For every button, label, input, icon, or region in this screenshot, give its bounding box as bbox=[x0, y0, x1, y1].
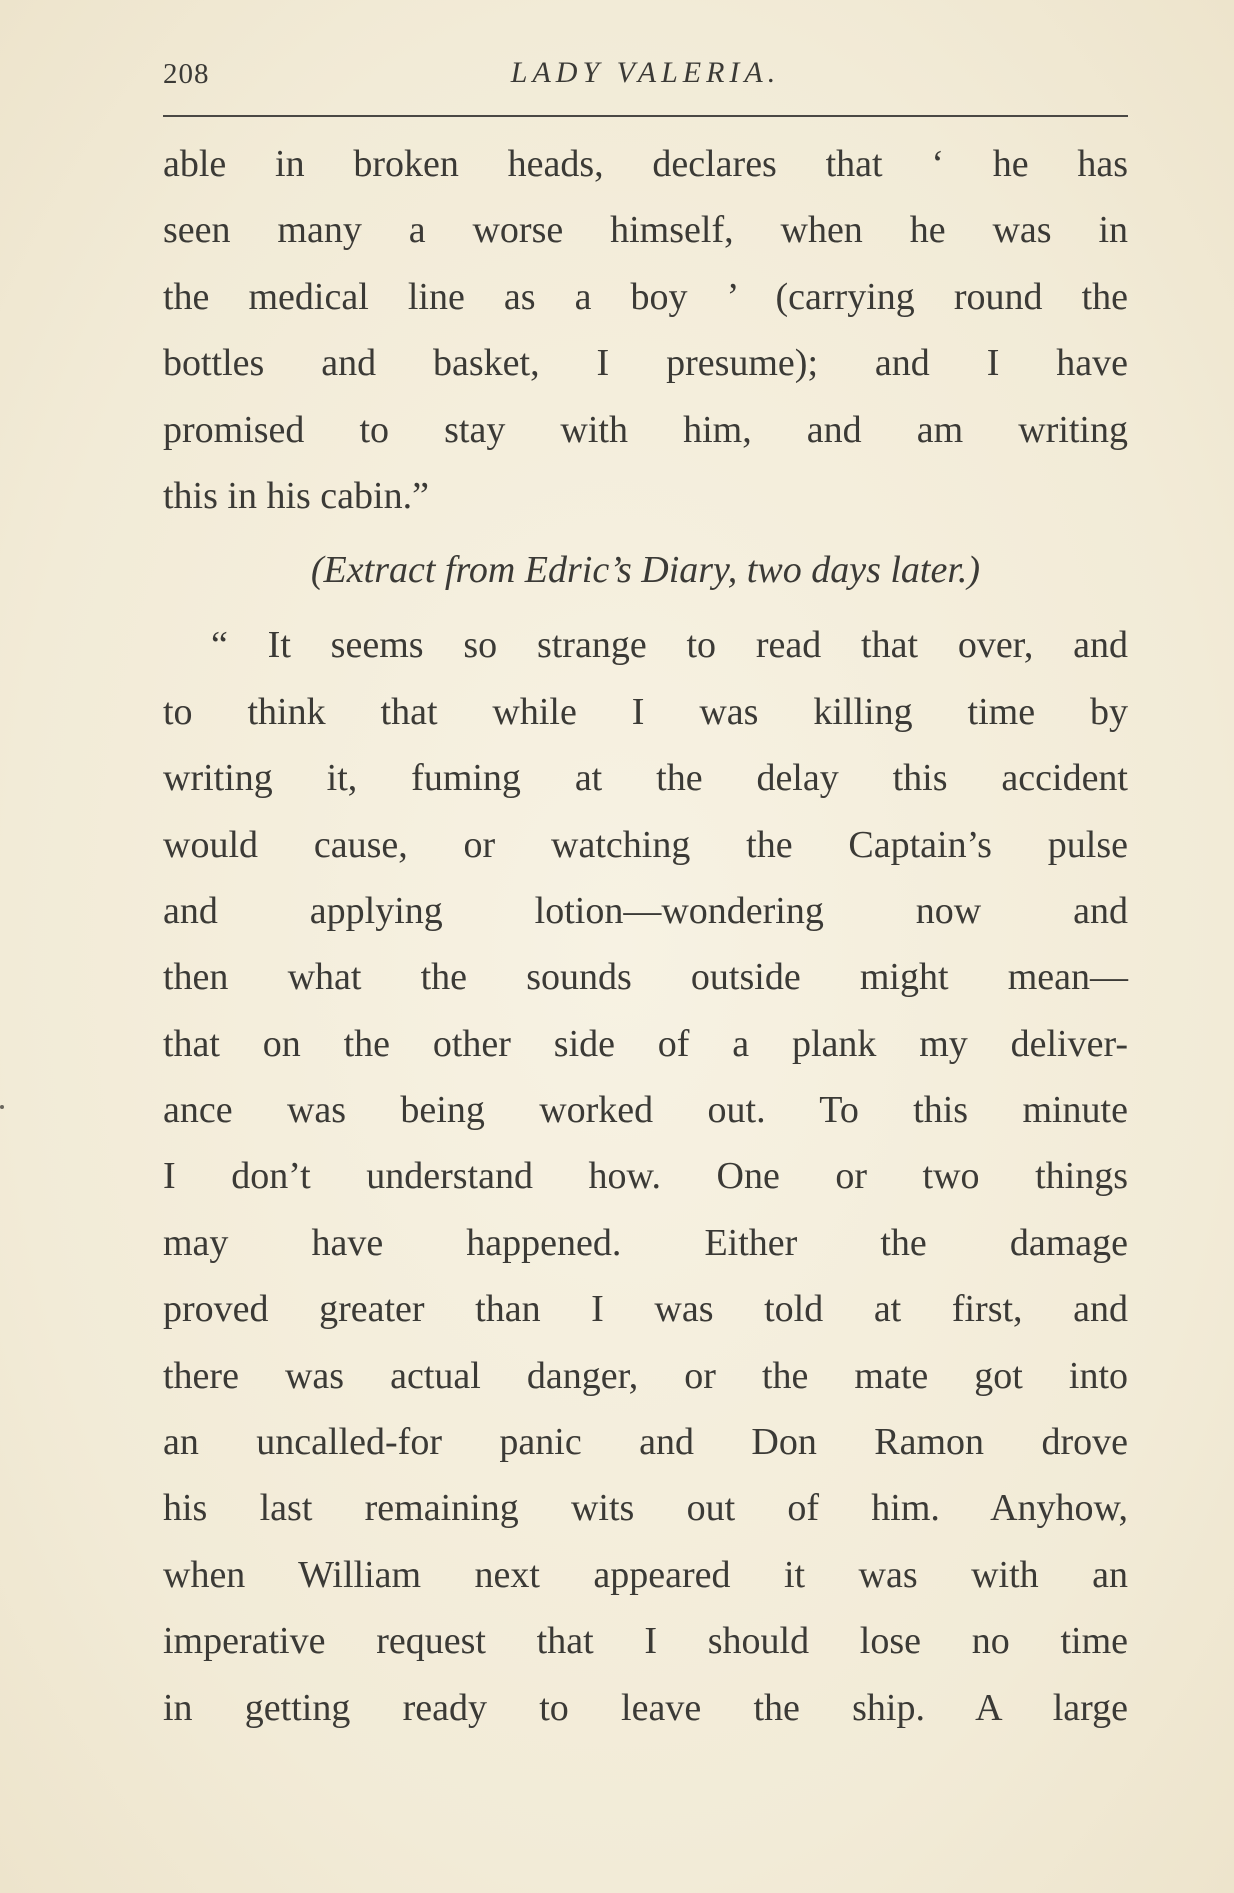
text-line: proved greater than I was told at first, and bbox=[163, 1288, 1128, 1331]
text-line: writing it, fuming at the delay this accident bbox=[163, 757, 1128, 800]
diary-extract-heading: (Extract from Edric’s Diary, two days later.) bbox=[310, 549, 981, 592]
text-line: “ It seems so strange to read that over, and bbox=[211, 624, 1128, 667]
body-text bbox=[163, 131, 1128, 1741]
text-line: an uncalled-for panic and Don Ramon drove bbox=[163, 1421, 1128, 1464]
text-line: bottles and basket, I presume); and I have bbox=[163, 342, 1128, 385]
text-line: the medical line as a boy ’ (carrying round the bbox=[163, 275, 1128, 318]
text-line: his last remaining wits out of him. Anyhow, bbox=[163, 1487, 1128, 1530]
text-line: I don’t understand how. One or two things bbox=[163, 1155, 1128, 1198]
text-line: that on the other side of a plank my deliver- bbox=[163, 1022, 1128, 1065]
page-number: 208 bbox=[163, 58, 210, 90]
text-line: in getting ready to leave the ship. A large bbox=[163, 1686, 1128, 1729]
text-line: and applying lotion—wondering now and bbox=[163, 889, 1128, 932]
text-line: imperative request that I should lose no time bbox=[163, 1620, 1128, 1663]
paragraph-1 bbox=[163, 131, 1128, 529]
text-line: may have happened. Either the damage bbox=[163, 1221, 1128, 1264]
text-line: this in his cabin.” bbox=[163, 474, 429, 517]
header-rule bbox=[163, 115, 1128, 117]
text-line: there was actual danger, or the mate got into bbox=[163, 1354, 1128, 1397]
text-line: would cause, or watching the Captain’s pulse bbox=[163, 823, 1128, 866]
running-head bbox=[163, 56, 1128, 96]
paragraph-2 bbox=[163, 612, 1128, 1741]
text-line: when William next appeared it was with an bbox=[163, 1553, 1128, 1596]
paper-speck bbox=[0, 1105, 4, 1109]
text-line: promised to stay with him, and am writing bbox=[163, 408, 1128, 451]
text-line: to think that while I was killing time by bbox=[163, 690, 1128, 733]
text-line: ance was being worked out. To this minute bbox=[163, 1089, 1128, 1132]
text-line: able in broken heads, declares that ‘ he has bbox=[163, 143, 1128, 185]
book-title: LADY VALERIA. bbox=[510, 56, 781, 89]
text-line: seen many a worse himself, when he was in bbox=[163, 209, 1128, 252]
text-line: then what the sounds outside might mean— bbox=[163, 956, 1128, 999]
